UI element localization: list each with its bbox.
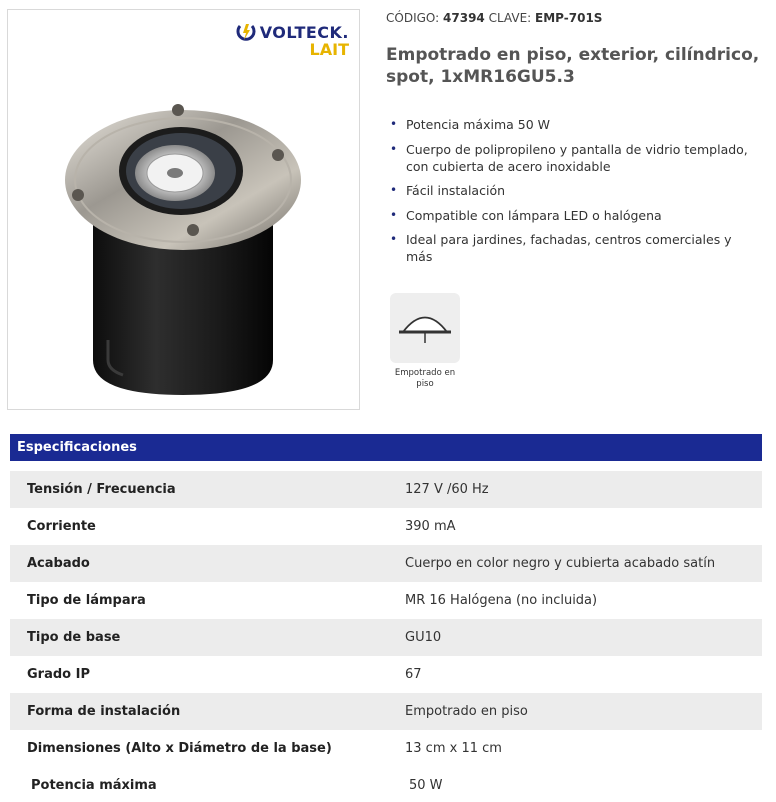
spec-label: Forma de instalación: [27, 704, 181, 719]
feature-item: • Compatible con lámpara LED o halógena: [386, 207, 760, 224]
product-image-panel: [7, 9, 360, 410]
spec-label: Corriente: [27, 519, 96, 534]
specs-table: [10, 471, 762, 802]
install-caption: Empotrado en piso: [394, 368, 456, 389]
floor-recessed-icon-graphic: [390, 293, 460, 363]
table-row: [10, 471, 762, 508]
feature-item: • Fácil instalación: [386, 182, 760, 199]
spec-value: 50 W: [409, 778, 443, 793]
table-row: [10, 656, 762, 693]
product-key: EMP-701S: [535, 11, 603, 25]
spec-value: Cuerpo en color negro y cubierta acabado satín: [405, 556, 716, 571]
spec-label: Dimensiones (Alto x Diámetro de la base): [27, 741, 332, 756]
table-row: [10, 619, 762, 656]
product-code: 47394: [443, 11, 485, 25]
product-photo: [53, 95, 313, 395]
spec-value: 67: [405, 667, 422, 682]
feature-list: [386, 116, 760, 273]
spec-label: Tipo de lámpara: [27, 593, 146, 608]
volteck-logo-icon: [236, 22, 256, 42]
table-row: [10, 545, 762, 582]
product-code-line: [386, 11, 602, 25]
floor-recessed-icon: [390, 293, 460, 363]
brand-logo: [236, 22, 349, 59]
spec-label: Grado IP: [27, 667, 90, 682]
feature-item: • Potencia máxima 50 W: [386, 116, 760, 133]
spec-label: Potencia máxima: [31, 778, 157, 793]
spec-label: Acabado: [27, 556, 90, 571]
brand-sub: LAIT: [309, 40, 349, 59]
table-row: [10, 582, 762, 619]
feature-item: • Cuerpo de polipropileno y pantalla de vidrio templado, con cubierta de acero inoxidable: [386, 141, 760, 175]
spec-value: 127 V /60 Hz: [405, 482, 489, 497]
key-label: CLAVE:: [488, 11, 532, 25]
spec-value: 390 mA: [405, 519, 456, 534]
spec-value: 13 cm x 11 cm: [405, 741, 502, 756]
code-label: CÓDIGO:: [386, 11, 440, 25]
table-row: [10, 508, 762, 545]
spec-value: GU10: [405, 630, 442, 645]
spec-value: MR 16 Halógena (no incluida): [405, 593, 598, 608]
spec-label: Tipo de base: [27, 630, 121, 645]
specs-header: Especificaciones: [10, 434, 762, 461]
table-row: [10, 693, 762, 730]
spec-label: Tensión / Frecuencia: [27, 482, 176, 497]
product-title: Empotrado en piso, exterior, cilíndrico, spot, 1xMR16GU5.3: [386, 45, 760, 87]
brand-name: VOLTECK.: [259, 22, 349, 42]
table-row: [10, 767, 762, 802]
feature-item: • Ideal para jardines, fachadas, centros comerciales y más: [386, 231, 760, 265]
spec-value: Empotrado en piso: [405, 704, 528, 719]
table-row: [10, 730, 762, 767]
